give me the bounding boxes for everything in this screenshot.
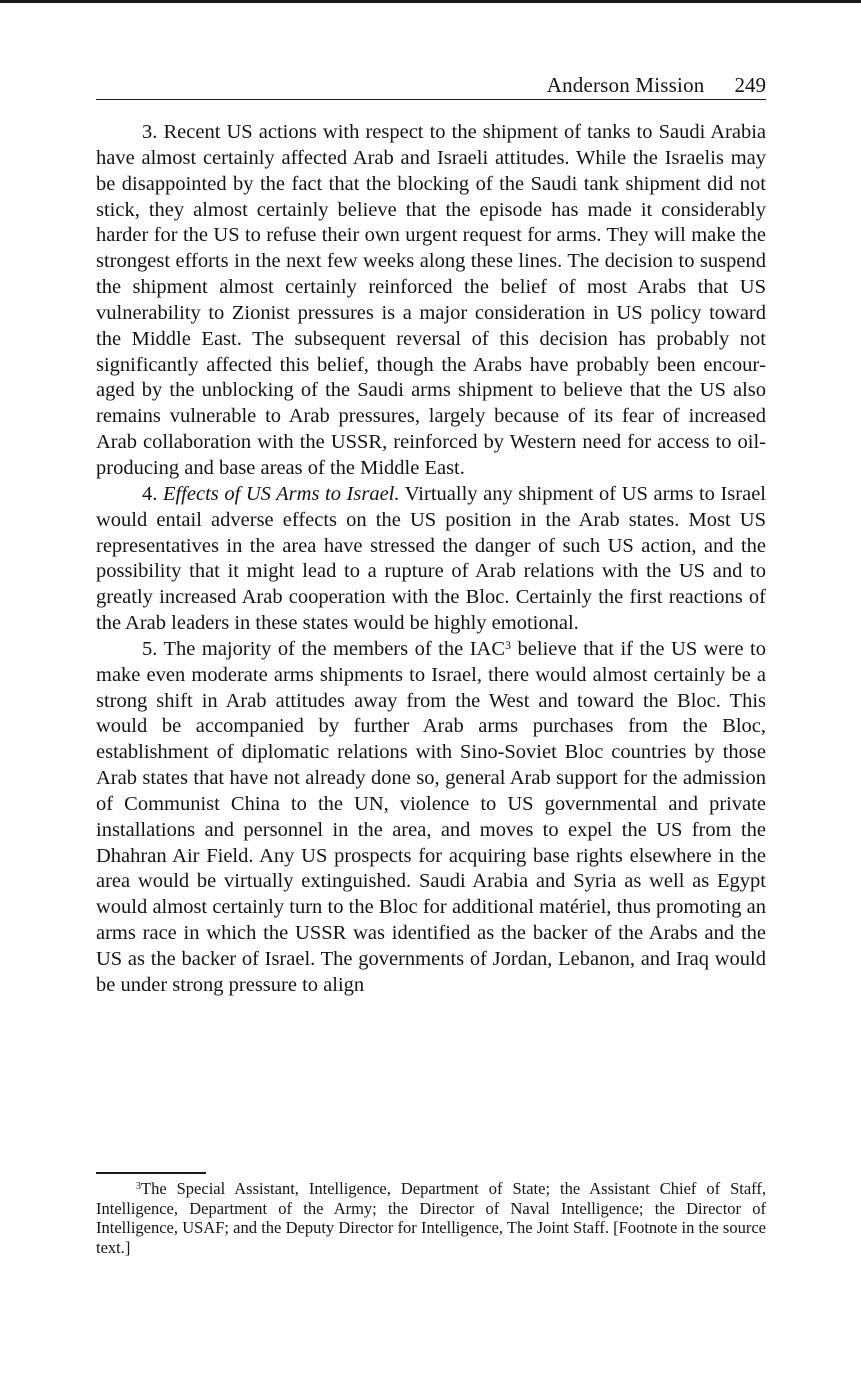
paragraph-4 <box>96 482 766 637</box>
footnote-paragraph <box>96 1179 766 1257</box>
running-title: Anderson Mission <box>546 73 705 97</box>
paragraph-text-before-note: The majority of the members of the IAC <box>163 637 506 660</box>
paragraph-heading: Effects of US Arms to Israel. <box>162 482 400 505</box>
footnote-text: The Special Assistant, Intelligence, Department of State; the Assistant Chief of Staff, Intelligence, Department of the Army; the Director of Naval Intelligence; the Director of Intelligence, USAF; and the Deputy Director for Intelligence, The Joint Staff. [Footnote in the source text.] <box>96 1179 766 1257</box>
paragraph-text: Virtually any shipment of US arms to Israel would entail adverse effects on the US position in the Arab states. Most US representatives in the area have stressed the danger of such US action, and the possibility that it might lead to a rupture of Arab relations with the US and to greatly increased Arab cooperation with the Bloc. Certainly the first reactions of the Arab leaders in these states would be highly emotional. <box>96 482 766 635</box>
footnote-marker: 3 <box>136 1181 141 1192</box>
paragraph-number: 5. <box>142 637 158 660</box>
running-head <box>96 72 766 100</box>
paragraph-number: 4. <box>142 482 158 505</box>
page-number: 249 <box>734 73 766 97</box>
body-text <box>96 120 766 999</box>
paragraph-text: Recent US actions with respect to the shipment of tanks to Saudi Arabia have almost certainly affected Arab and Israeli attitudes. While the Israelis may be disappointed by the fact that the blocking of the Saudi tank shipment did not stick, they almost certainly believe that the episode has made it considerably harder for the US to refuse their own urgent request for arms. They will make the strongest efforts in the next few weeks along these lines. The decision to suspend the shipment almost certainly reinforced the belief of most Arabs that US vulnerability to Zionist pressures is a major consideration in US policy toward the Middle East. The subsequent reversal of this decision has probably not significantly affected this belief, though the Arabs have probably been encouraged by the unblocking of the Saudi arms shipment to believe that the US also remains vulnerable to Arab pressures, largely because of its fear of increased Arab collaboration with the USSR, reinforced by Western need for access to oil-producing and base areas of the Middle East. <box>96 121 767 479</box>
footnote-rule <box>96 1172 206 1174</box>
paragraph-text: believe that if the US were to make even moderate arms shipments to Israel, there would almost certainly be a strong shift in Arab attitudes away from the West and toward the Bloc. This would be accompanied by further Arab arms purchases from the Bloc, establishment of diplomatic relations with Sino-Soviet Bloc countries by those Arab states that have not already done so, general Arab support for the admission of Communist China to the UN, violence to US governmental and private installations and personnel in the area, and moves to expel the US from the Dhahran Air Field. Any US prospects for acquiring base rights elsewhere in the area would be virtually extinguished. Saudi Arabia and Syria as well as Egypt would almost certainly turn to the Bloc for additional matériel, thus promoting an arms race in which the USSR was identified as the backer of the Arabs and the US as the backer of Israel. The governments of Jordan, Lebanon, and Iraq would be under strong pressure to align <box>96 637 766 996</box>
paragraph-5 <box>96 637 766 999</box>
paragraph-3 <box>96 120 766 482</box>
scan-top-edge <box>0 0 861 3</box>
paragraph-number: 3. <box>142 121 158 143</box>
footnote-reference[interactable]: 3 <box>505 637 512 652</box>
footnote <box>96 1179 766 1257</box>
